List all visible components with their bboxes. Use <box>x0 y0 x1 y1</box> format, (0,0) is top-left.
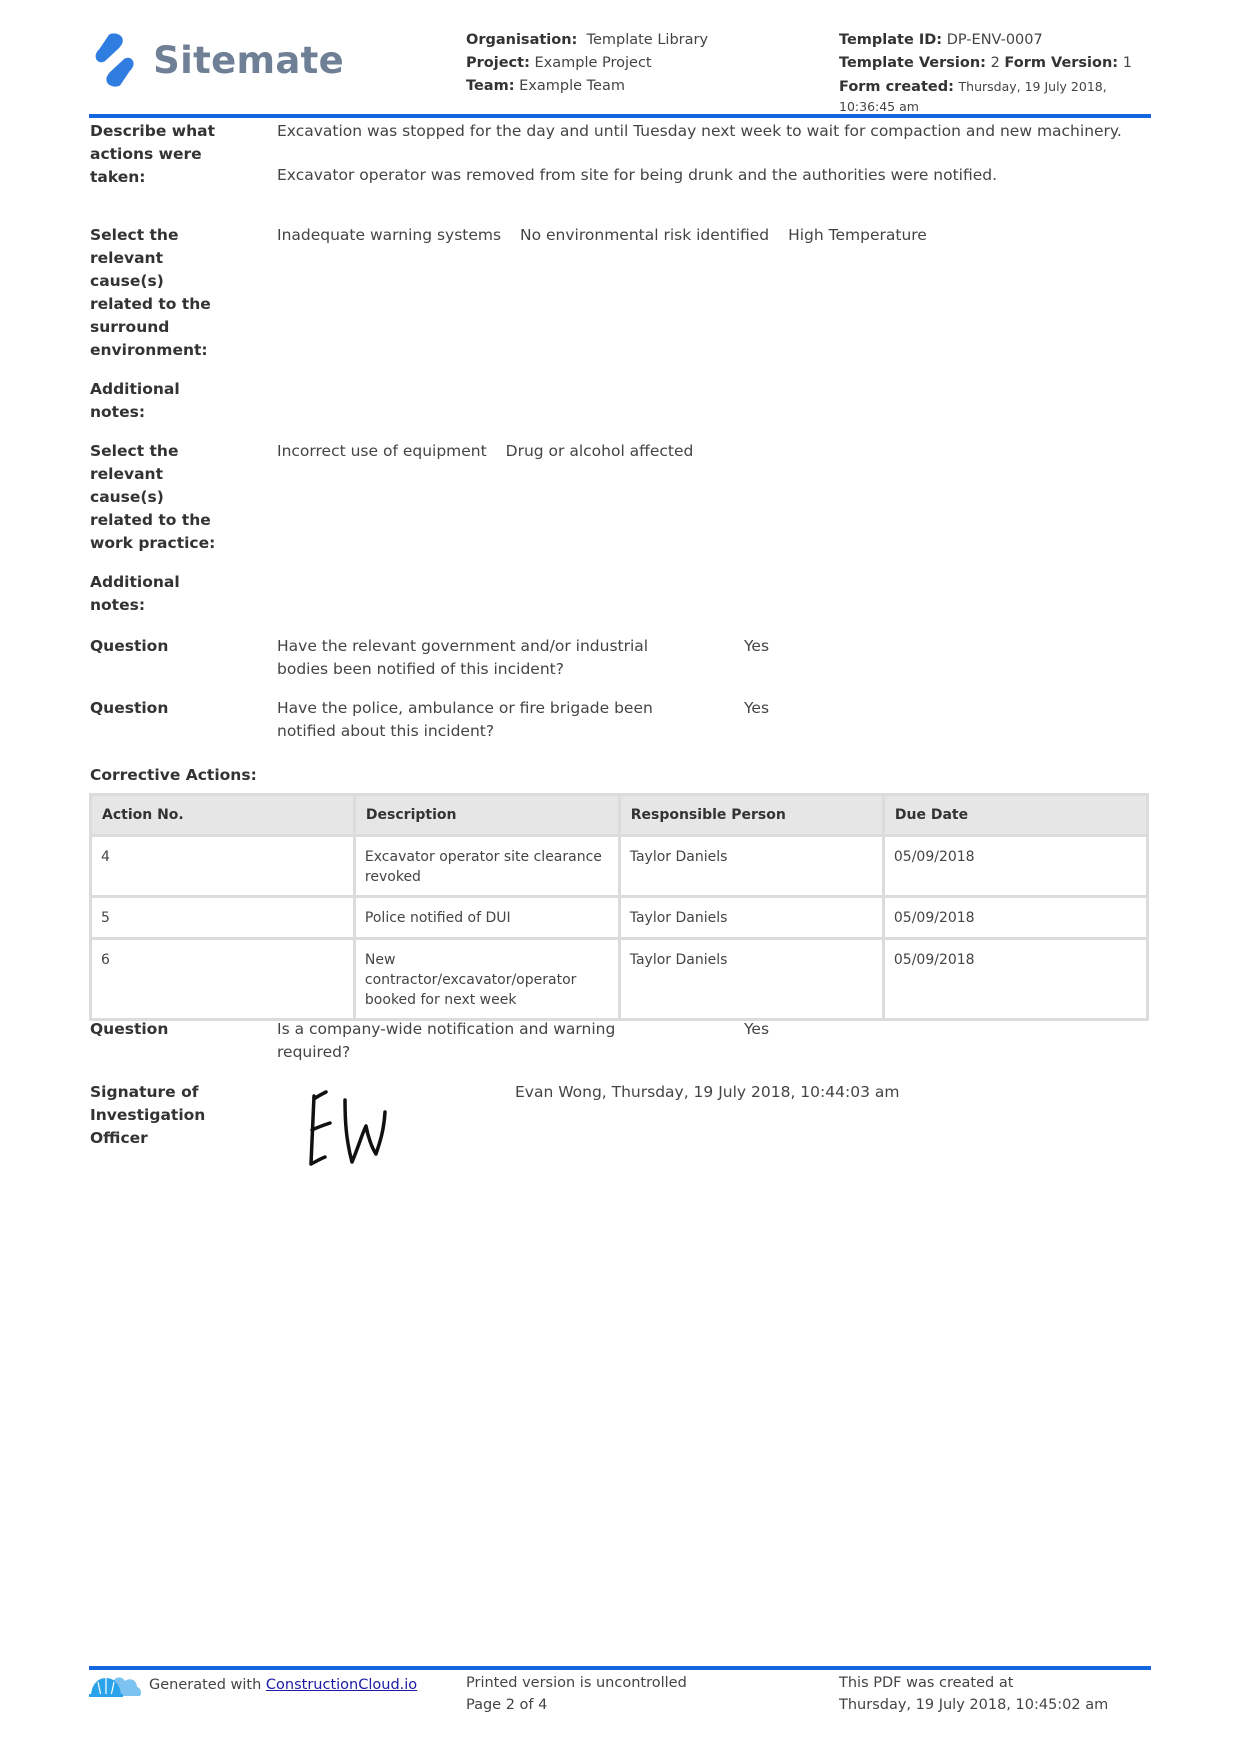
column-header-responsible-person: Responsible Person <box>621 796 882 834</box>
table-header-row <box>92 796 1146 834</box>
table-row <box>92 940 1146 1018</box>
project-label: Project: <box>466 55 530 71</box>
env-causes-values <box>277 224 941 247</box>
form-created-value: Thursday, 19 July 2018, 10:36:45 am <box>839 79 1107 114</box>
generated-with-text: Generated with <box>149 1677 262 1693</box>
page-number: Page 2 of 4 <box>466 1697 548 1713</box>
version-line <box>839 52 1149 75</box>
pdf-created-value: Thursday, 19 July 2018, 10:45:02 am <box>839 1697 1109 1713</box>
action-no-cell: 5 <box>92 898 353 937</box>
organisation-line <box>466 29 826 52</box>
form-version-label: Form Version: <box>1004 55 1119 71</box>
actions-taken-paragraph-2: Excavator operator was removed from site for being drunk and the authorities were notified. <box>277 166 998 184</box>
actions-taken-paragraph-1: Excavation was stopped for the day and until Tuesday next week to wait for compaction and new machinery. <box>277 122 1122 140</box>
work-causes-label: Select the relevant cause(s) related to the work practice: <box>90 442 216 552</box>
project-value: Example Project <box>534 55 652 71</box>
actions-taken-label: Describe what actions were taken: <box>90 122 215 186</box>
env-cause-item: Inadequate warning systems <box>277 226 502 244</box>
question-1-text: Have the relevant government and/or industrial bodies been notified of this incident? <box>277 637 649 678</box>
due-date-cell: 05/09/2018 <box>885 837 1146 895</box>
question-2-text: Have the police, ambulance or fire brigade been notified about this incident? <box>277 699 653 740</box>
corrective-actions-title: Corrective Actions: <box>90 766 257 784</box>
question-2-label: Question <box>90 699 169 717</box>
responsible-cell: Taylor Daniels <box>621 940 882 1018</box>
work-cause-item: Drug or alcohol affected <box>505 442 694 460</box>
team-value: Example Team <box>519 78 625 94</box>
uncontrolled-notice: Printed version is uncontrolled <box>466 1675 687 1691</box>
due-date-cell: 05/09/2018 <box>885 940 1146 1018</box>
description-cell: New contractor/excavator/operator booked for next week <box>356 940 618 1018</box>
footer-page-info <box>466 1672 687 1716</box>
construction-cloud-link[interactable]: ConstructionCloud.io <box>265 1677 418 1693</box>
question-3-answer: Yes <box>744 1020 770 1038</box>
action-no-cell: 6 <box>92 940 353 1018</box>
sitemate-logo <box>94 30 344 90</box>
column-header-due-date: Due Date <box>885 796 1146 834</box>
template-id-label: Template ID: <box>839 32 943 48</box>
template-id-value: DP-ENV-0007 <box>946 32 1043 48</box>
table-row <box>92 898 1146 937</box>
footer-generated <box>89 1672 417 1698</box>
work-causes-values <box>277 440 707 463</box>
work-notes-label: Additional notes: <box>90 573 180 614</box>
env-notes-label: Additional notes: <box>90 380 180 421</box>
brand-name: Sitemate <box>153 38 344 82</box>
question-1-label: Question <box>90 637 169 655</box>
description-cell: Excavator operator site clearance revoked <box>356 837 618 895</box>
organisation-value: Template Library <box>586 32 709 48</box>
footer-pdf-created <box>839 1672 1108 1716</box>
description-cell: Police notified of DUI <box>356 898 618 937</box>
question-1-answer: Yes <box>744 637 770 655</box>
project-line <box>466 52 826 75</box>
question-2-answer: Yes <box>744 699 770 717</box>
env-cause-item: No environmental risk identified <box>520 226 770 244</box>
organisation-label: Organisation: <box>466 32 578 48</box>
form-created-label: Form created: <box>839 79 954 95</box>
signature-label: Signature of Investigation Officer <box>90 1083 206 1147</box>
env-cause-item: High Temperature <box>788 226 927 244</box>
signature-image <box>300 1082 440 1177</box>
pdf-created-label: This PDF was created at <box>839 1675 1014 1691</box>
sitemate-logo-icon <box>94 31 135 89</box>
responsible-cell: Taylor Daniels <box>621 898 882 937</box>
signature-signed-by: Evan Wong, Thursday, 19 July 2018, 10:44:03 am <box>515 1083 900 1101</box>
template-id-line <box>839 29 1149 52</box>
form-version-value: 1 <box>1122 55 1132 71</box>
team-label: Team: <box>466 78 515 94</box>
responsible-cell: Taylor Daniels <box>621 837 882 895</box>
form-created-line <box>839 77 1149 117</box>
template-version-label: Template Version: <box>839 55 986 71</box>
project-meta <box>466 29 826 98</box>
question-3-label: Question <box>90 1020 169 1038</box>
template-meta <box>839 29 1149 117</box>
footer-divider <box>89 1666 1151 1670</box>
handwritten-signature-icon <box>300 1082 440 1177</box>
column-header-description: Description <box>356 796 618 834</box>
construction-cloud-icon <box>89 1672 141 1698</box>
work-cause-item: Incorrect use of equipment <box>277 442 487 460</box>
column-header-action-no: Action No. <box>92 796 353 834</box>
due-date-cell: 05/09/2018 <box>885 898 1146 937</box>
corrective-actions-table <box>89 793 1149 1021</box>
team-line <box>466 75 826 98</box>
header-divider <box>89 114 1151 118</box>
env-causes-label: Select the relevant cause(s) related to the surround environment: <box>90 226 211 359</box>
table-row <box>92 837 1146 895</box>
question-3-text: Is a company-wide notification and warning required? <box>277 1020 616 1061</box>
action-no-cell: 4 <box>92 837 353 895</box>
template-version-value: 2 <box>990 55 1000 71</box>
